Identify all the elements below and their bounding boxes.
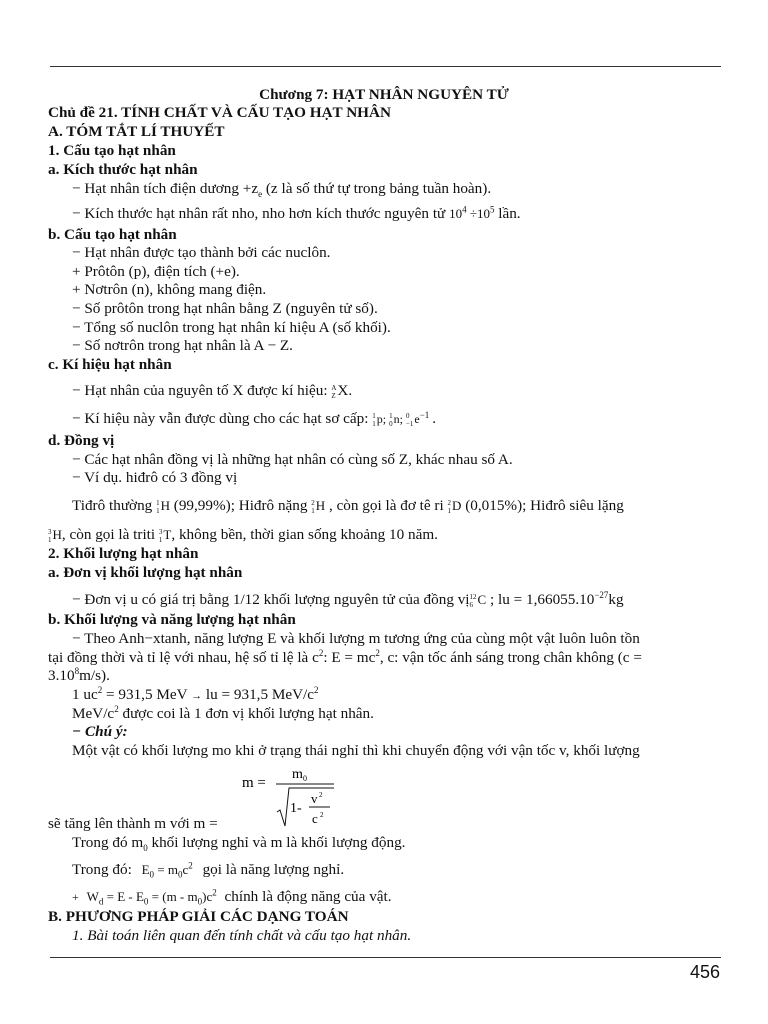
bottom-rule [50, 957, 721, 958]
s1d-line3: Tiđrô thường 1 1 H (99,99%); Hiđrô nặng 2 1 H , còn gọi là đơ tê ri 2 1 D (0,015%); Hiđrô siêu lặng [72, 497, 624, 515]
top-rule [50, 66, 721, 67]
s1b-title: b. Cấu tạo hạt nhân [48, 226, 177, 243]
topic-title: Chủ đề 21. TÍNH CHẤT VÀ CẤU TẠO HẠT NHÂN [48, 104, 391, 121]
s1c-title: c. Kí hiệu hạt nhân [48, 356, 172, 373]
s1b-line3: + Nơtrôn (n), không mang điện. [72, 281, 267, 298]
s2b-line3: 3.10$^8$m/s). [48, 665, 110, 684]
s1a-title: a. Kích thước hạt nhân [48, 161, 198, 178]
s1a-line1: − Hạt nhân tích điện dương $+z_e$ (z là số thứ tự trong bảng tuần hoàn). [72, 180, 492, 200]
svg-text:c: c [312, 811, 318, 826]
s2b-title: b. Khối lượng và năng lượng hạt nhân [48, 611, 296, 628]
svg-text:m =: m = [242, 775, 266, 791]
s1b-line1: − Hạt nhân được tạo thành bởi các nuclôn. [72, 244, 331, 261]
chapter-title: Chương 7: HẠT NHÂN NGUYÊN TỬ [259, 86, 509, 103]
section-b-item1: 1. Bài toán liên quan đến tính chất và cấu tạo hạt nhân. [72, 927, 412, 944]
s2a-title: a. Đơn vị khối lượng hạt nhân [48, 564, 243, 581]
section-b-title: B. PHƯƠNG PHÁP GIẢI CÁC DẠNG TOÁN [48, 908, 349, 925]
s2b-line6: Một vật có khối lượng mo khi ở trạng thái nghỉ thì khi chuyển động với vận tốc v, khối lượng [72, 742, 640, 759]
svg-text:1-: 1- [290, 801, 302, 816]
svg-text:2: 2 [320, 811, 324, 819]
s1b-line4: − Số prôtôn trong hạt nhân bằng Z (nguyên tử số). [72, 300, 378, 317]
s1d-title: d. Đồng vị [48, 432, 115, 449]
s2b-line8: Trong đó $m_0$ khối lượng nghỉ và m là khối lượng động. [72, 834, 406, 854]
s1a-line2: − Kích thước hạt nhân rất nho, nho hơn kích thước nguyên tử $10^4 \div 10^5$ lần. [72, 204, 521, 222]
svg-text:0: 0 [303, 774, 307, 783]
s1b-line6: − Số nơtrôn trong hạt nhân là A − Z. [72, 337, 293, 354]
svg-text:v: v [311, 791, 318, 806]
s2a-line1: − Đơn vị u có giá trị bằng 1/12 khối lượng nguyên tử của đồng vị 12 6 C ; lu = $1,66055.10^{-27}kg$ [72, 589, 624, 609]
page-number: 456 [689, 962, 720, 982]
s2b-line2: tại đồng thời và tỉ lệ với nhau, hệ số tỉ lệ là $c^2$: $E = mc^2$, c: vận tốc ánh sáng trong chân không (c = [48, 647, 642, 666]
note-label: − Chú ý: [72, 723, 128, 740]
s1d-line1: − Các hạt nhân đồng vị là những hạt nhân có cùng số Z, khác nhau số A. [72, 451, 513, 468]
s1-title: 1. Cấu tạo hạt nhân [48, 142, 176, 159]
s1c-line1: − Hạt nhân của nguyên tố X được kí hiệu: A Z X. [72, 382, 353, 400]
s1b-line5: − Tổng số nuclôn trong hạt nhân kí hiệu A (số khối). [72, 319, 391, 336]
s2b-line1: − Theo Anh−xtanh, năng lượng E và khối lượng m tương ứng của cùng một vật luôn luôn tồn [72, 630, 640, 647]
s1b-line2: + Prôtôn (p), điện tích (+e). [72, 263, 240, 280]
svg-text:2: 2 [319, 791, 323, 799]
s1d-line4: 3 1 H, còn gọi là triti 3 1 T, không bền, thời gian sống khoảng 10 năm. [48, 526, 438, 544]
svg-text:m: m [292, 767, 303, 782]
s1c-line2: − Kí hiệu này vẫn được dùng cho các hạt sơ cấp: 1 1 p; 1 0 n; 0 −1 $e^{-1}$ . [72, 410, 437, 429]
s2b-line9: Trong đó: $E_0 = m_0c^2$ gọi là năng lượng nghỉ. [72, 860, 345, 880]
s2-title: 2. Khối lượng hạt nhân [48, 545, 199, 562]
s1d-line2: − Ví dụ. hiđrô có 3 đồng vị [72, 469, 238, 486]
section-a-title: A. TÓM TẮT LÍ THUYẾT [48, 123, 225, 140]
s2b-line7: sẽ tăng lên thành m với m = [48, 815, 218, 832]
s2b-line5: MeV/$c^2$ được coi là 1 đơn vị khối lượng hạt nhân. [72, 703, 374, 722]
mass-formula [240, 762, 340, 832]
nuclide-AZ: A Z [331, 383, 337, 400]
s2b-line4: 1 $uc^2 = 931,5$ MeV → lu = 931,5 MeV/$c^2$ [72, 684, 319, 703]
s2b-line10: + $W_d = E - E_0 = (m - m_0)c^2$ chính là động năng của vật. [72, 887, 392, 907]
